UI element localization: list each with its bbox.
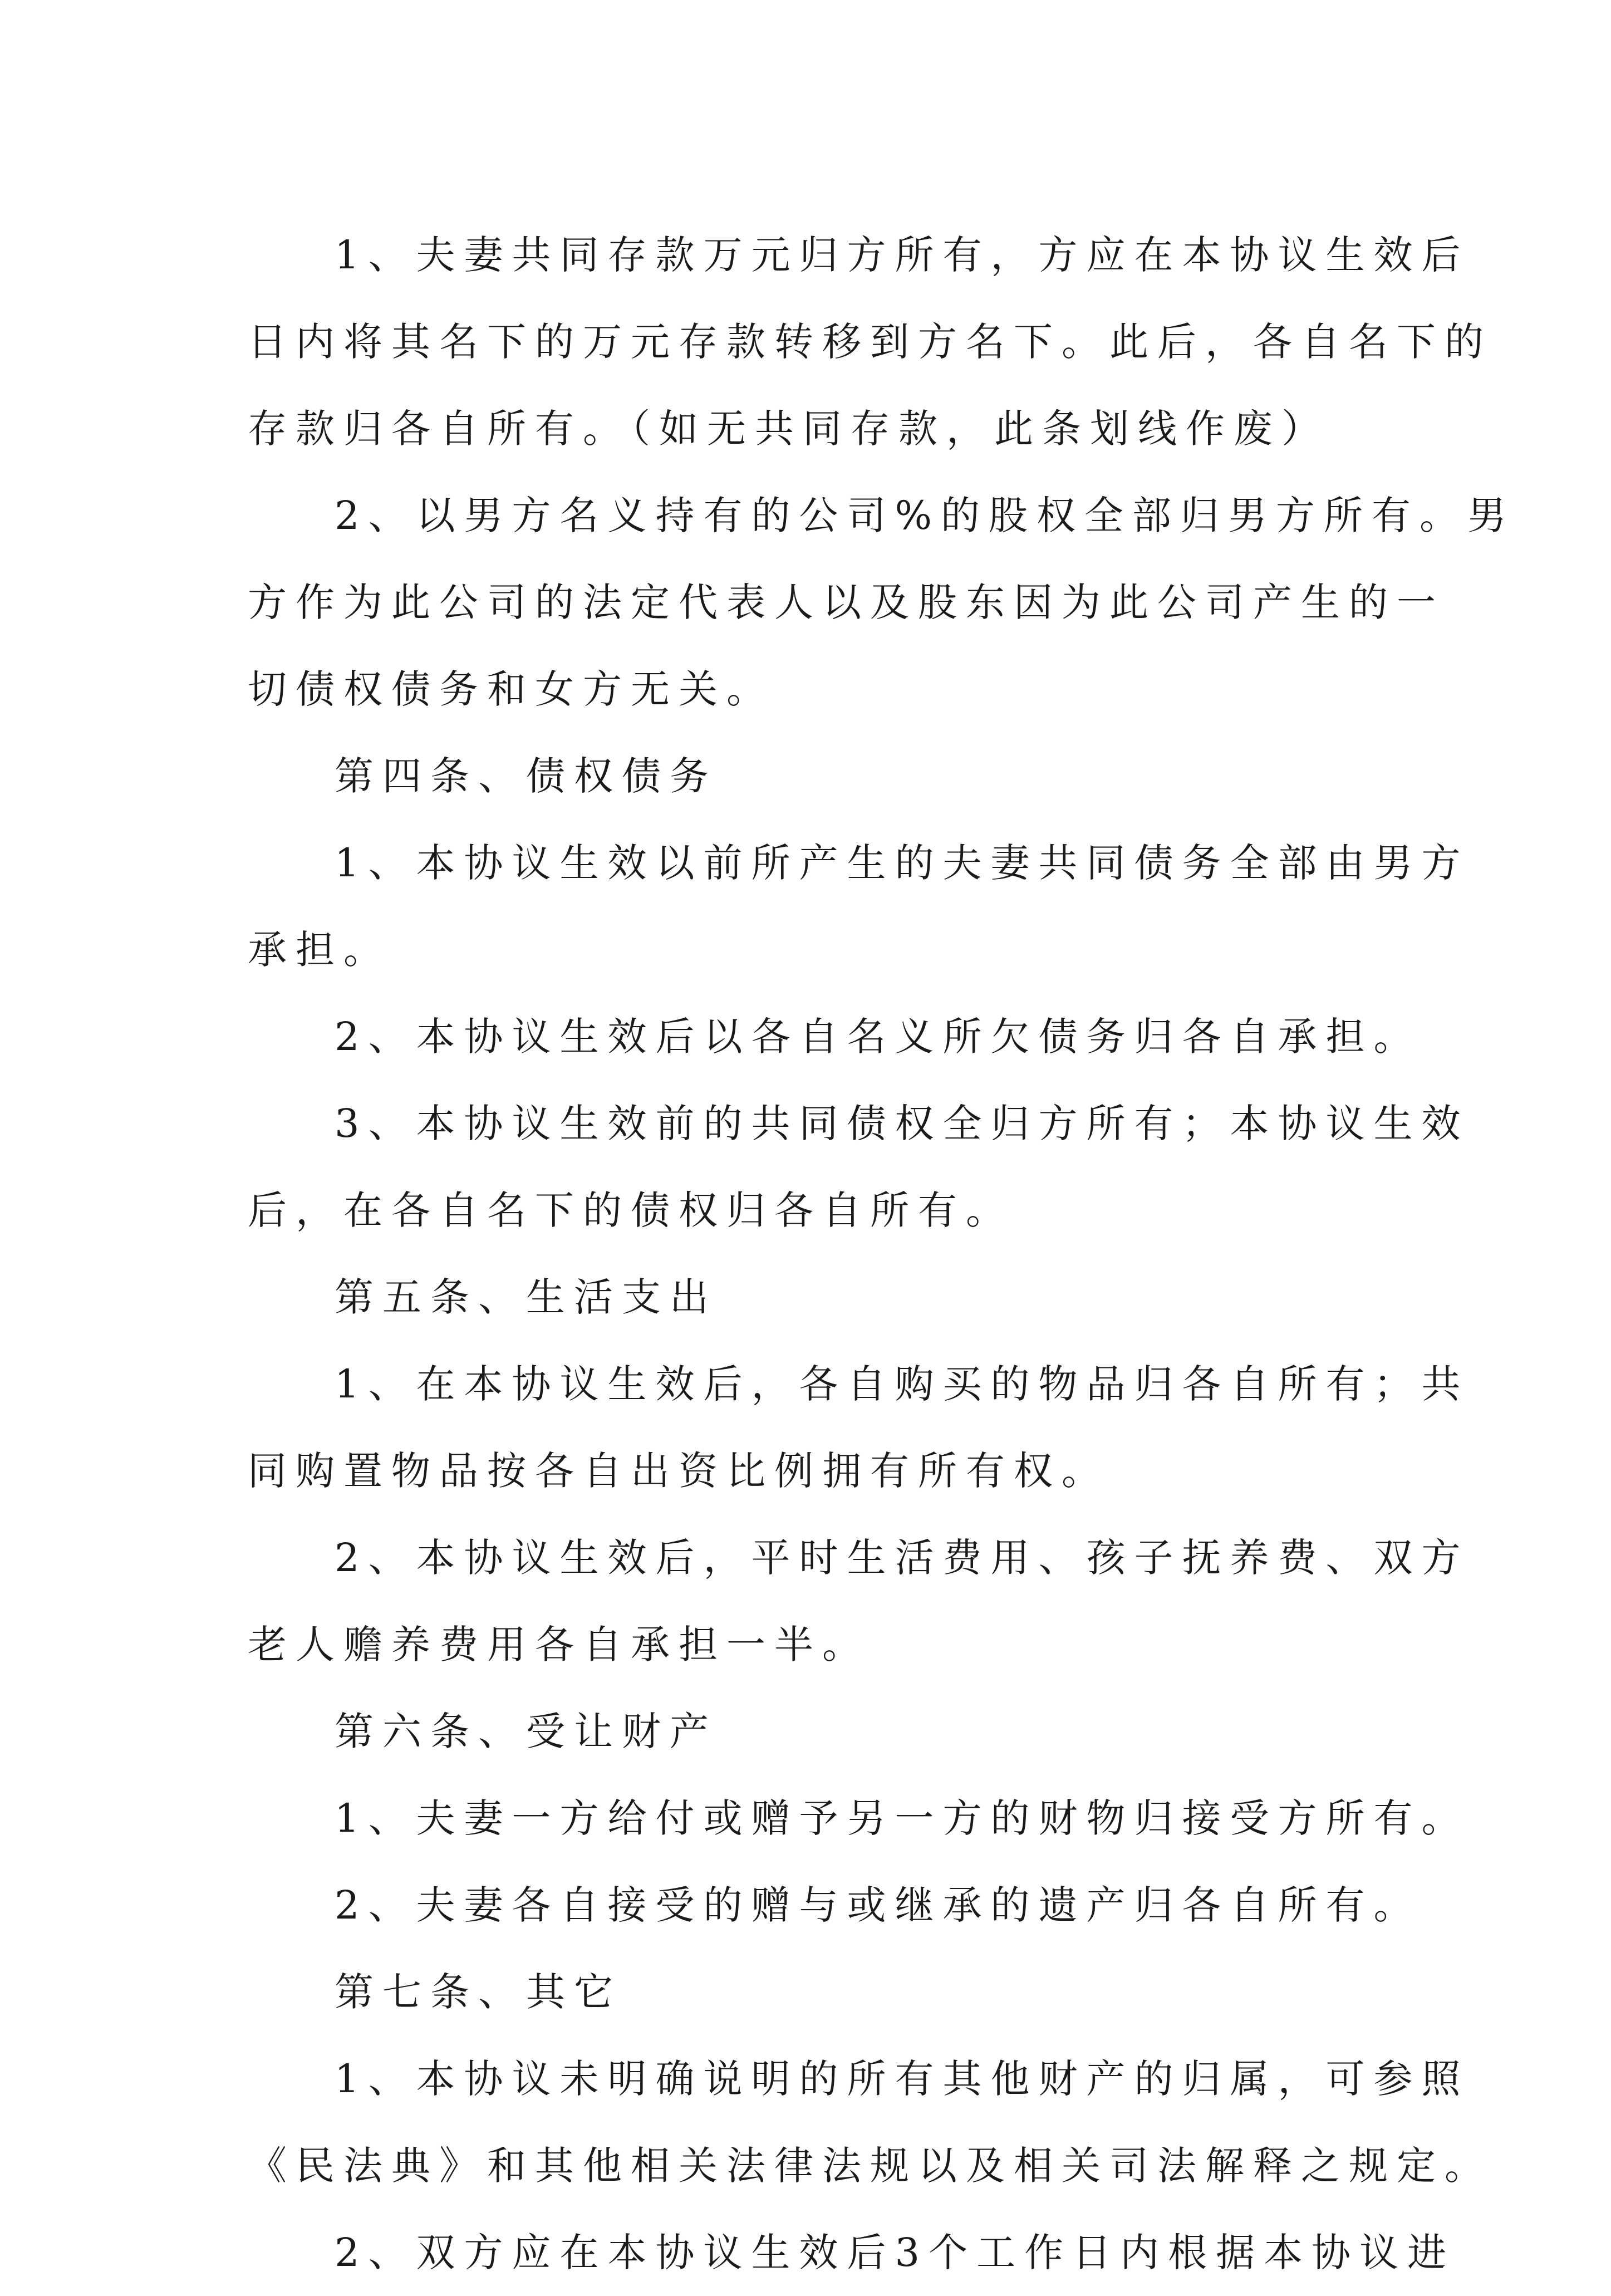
text-line: 1、本协议生效以前所产生的夫妻共同债务全部由男方 bbox=[335, 840, 1470, 886]
document-body bbox=[248, 212, 1516, 2296]
section-heading: 第五条、生活支出 bbox=[335, 1274, 718, 1320]
text-line: 2、本协议生效后以各自名义所欠债务归各自承担。 bbox=[335, 1014, 1422, 1059]
text-line: 1、在本协议生效后，各自购买的物品归各自所有；共 bbox=[335, 1361, 1470, 1407]
text-line: 日内将其名下的万元存款转移到方名下。此后，各自名下的 bbox=[248, 319, 1492, 365]
text-line: 2、双方应在本协议生效后3个工作日内根据本协议进 bbox=[335, 2230, 1456, 2275]
text-line: 存款归各自所有。（如无共同存款，此条划线作废） bbox=[248, 406, 1329, 452]
text-line: 1、夫妻一方给付或赠予另一方的财物归接受方所有。 bbox=[335, 1795, 1470, 1841]
text-line: 《民法典》和其他相关法律法规以及相关司法解释之规定。 bbox=[248, 2143, 1492, 2189]
text-line: 方作为此公司的法定代表人以及股东因为此公司产生的一 bbox=[248, 580, 1445, 625]
text-line: 同购置物品按各自出资比例拥有所有权。 bbox=[248, 1448, 1109, 1494]
section-heading: 第七条、其它 bbox=[335, 1969, 622, 2015]
text-line: 1、本协议未明确说明的所有其他财产的归属，可参照 bbox=[335, 2056, 1470, 2102]
text-line: 3、本协议生效前的共同债权全归方所有；本协议生效 bbox=[335, 1101, 1470, 1146]
text-line: 1、夫妻共同存款万元归方所有，方应在本协议生效后 bbox=[335, 232, 1470, 278]
text-line: 老人赡养费用各自承担一半。 bbox=[248, 1622, 870, 1667]
text-line: 承担。 bbox=[248, 927, 391, 973]
text-line: 2、夫妻各自接受的赠与或继承的遗产归各自所有。 bbox=[335, 1882, 1422, 1928]
text-line: 2、以男方名义持有的公司%的股权全部归男方所有。男 bbox=[335, 493, 1516, 538]
text-line: 2、本协议生效后，平时生活费用、孩子抚养费、双方 bbox=[335, 1535, 1470, 1581]
section-heading: 第六条、受让财产 bbox=[335, 1709, 718, 1754]
text-line: 后，在各自名下的债权归各自所有。 bbox=[248, 1188, 1014, 1233]
text-line: 切债权债务和女方无关。 bbox=[248, 666, 774, 712]
section-heading: 第四条、债权债务 bbox=[335, 753, 718, 799]
